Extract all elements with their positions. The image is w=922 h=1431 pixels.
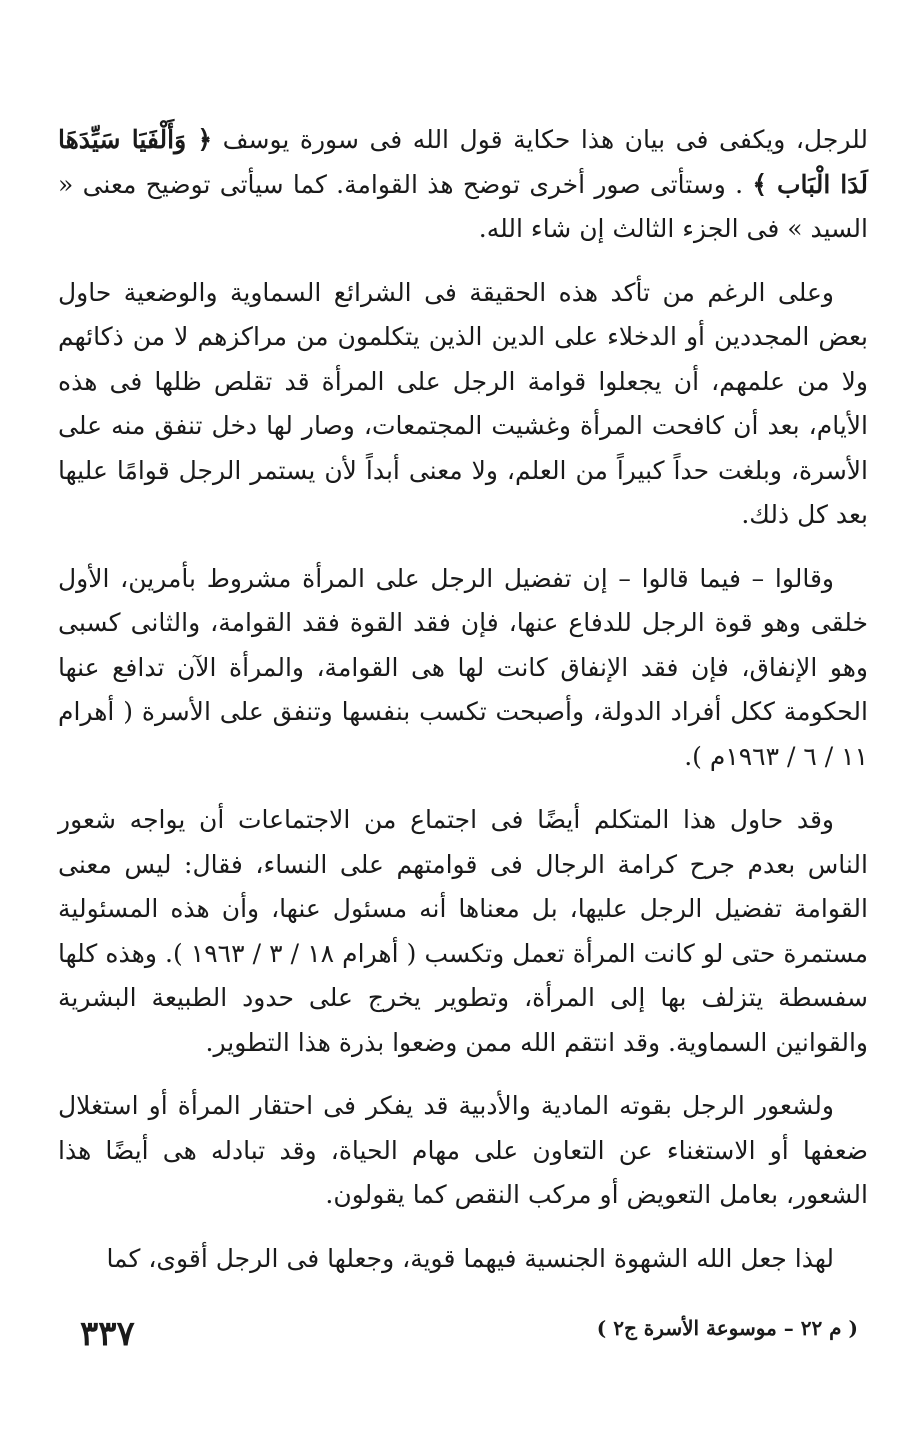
paragraph-4: وقد حاول هذا المتكلم أيضًا فى اجتماع من الاجتماعات أن يواجه شعور الناس بعدم جرح كرامة الرجال فى قوامتهم على النساء، فقال: ليس معنى القوامة تفضيل الرجل عليها، بل معناها أنه مسئول عنها، وأن هذه المسئولية مستمرة حتى لو كانت المرأة تعمل وتكسب ( أهرام ١٨ / ٣ / ١٩٦٣ ). وهذه كلها سفسطة يتزلف بها إلى المرأة، وتطوير يخرج على حدود الطبيعة البشرية والقوانين السماوية. وقد انتقم الله ممن وضعوا بذرة هذا التطوير.: [58, 805, 868, 1057]
page-number: ٣٣٧: [80, 1314, 135, 1354]
body-text: [58, 118, 868, 1300]
page-footer: [58, 1312, 888, 1362]
quran-verse: ﴿ وَأَلْفَيَا سَيِّدَهَا لَدَا الْبَاب ﴾: [58, 125, 868, 199]
paragraph-5: ولشعور الرجل بقوته المادية والأدبية قد يفكر فى احتقار المرأة أو استغلال ضعفها أو الاستغناء عن التعاون على مهام الحياة، وقد تبادله هى أيضًا هذا الشعور، بعامل التعويض أو مركب النقص كما يقولون.: [58, 1091, 868, 1209]
paragraph-1-after: . وستأتى صور أخرى توضح هذ القوامة. كما سيأتى توضيح معنى « السيد » فى الجزء الثالث إن شاء الله.: [58, 169, 868, 243]
paragraph-2: وعلى الرغم من تأكد هذه الحقيقة فى الشرائع السماوية والوضعية حاول بعض المجددين أو الدخلاء على الدين الذين يتكلمون من مراكزهم لا من ذكائهم ولا من علمهم، أن يجعلوا قوامة الرجل على المرأة قد تقلص ظلها فى هذه الأيام، بعد أن كافحت المرأة وغشيت المجتمعات، وصار لها دخل تنفق منه على الأسرة، وبلغت حداً كبيراً من العلم، ولا معنى أبداً لأن يستمر الرجل قوامًا عليها بعد كل ذلك.: [58, 277, 869, 529]
paragraph-1: [58, 118, 868, 252]
paragraph-1-before: للرجل، ويكفى فى بيان هذا حكاية قول الله فى سورة يوسف: [222, 125, 869, 154]
paragraph-6: لهذا جعل الله الشهوة الجنسية فيهما قوية، وجعلها فى الرجل أقوى، كما: [106, 1243, 834, 1273]
paragraph-3: وقالوا – فيما قالوا – إن تفضيل الرجل على المرأة مشروط بأمرين، الأول خلقى وهو قوة الرجل للدفاع عنها، فإن فقد القوة فقد القوامة، والثانى كسبى وهو الإنفاق، فإن فقد الإنفاق كانت لها هى القوامة، والمرأة الآن تدافع عنها الحكومة ككل أفراد الدولة، وأصبحت تكسب بنفسها وتنفق على الأسرة ( أهرام ١١ / ٦ / ١٩٦٣م ).: [58, 563, 868, 771]
chapter-footnote: ( م ٢٢ – موسوعة الأسرة ج٢ ): [596, 1316, 858, 1340]
